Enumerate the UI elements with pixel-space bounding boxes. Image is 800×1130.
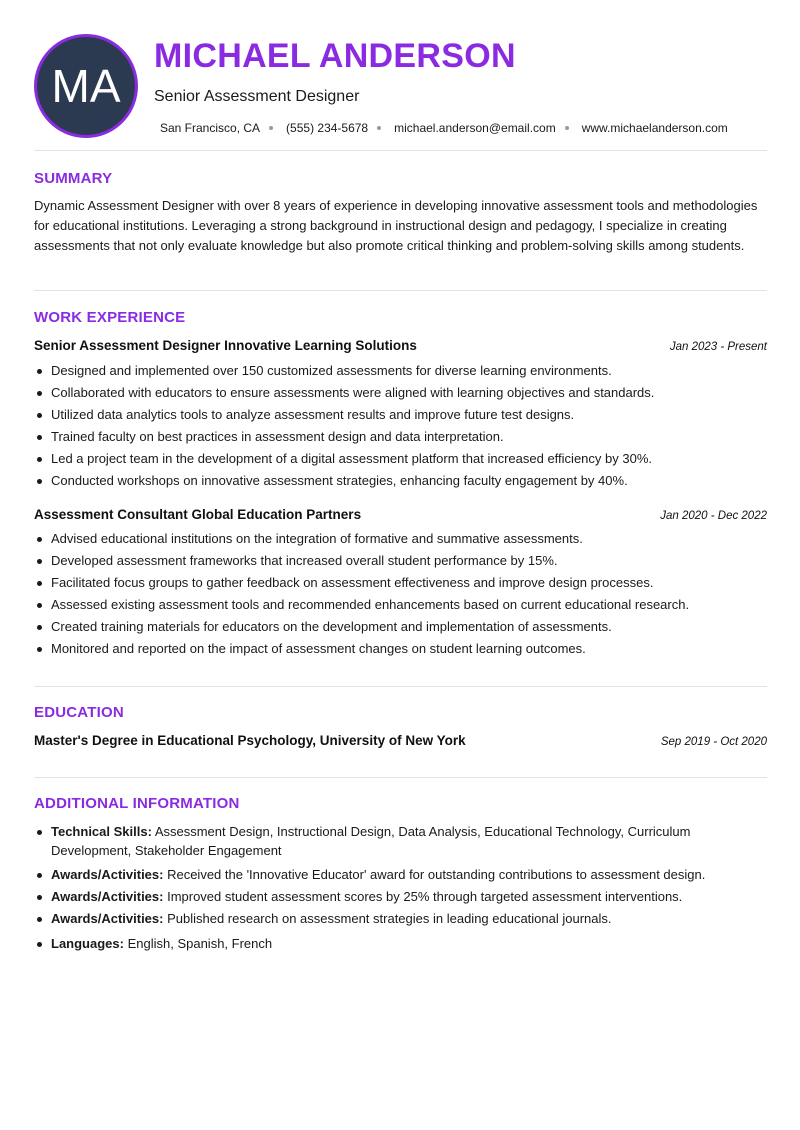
job-date: Jan 2023 - Present [669,341,767,353]
list-item [34,909,767,928]
summary-heading: SUMMARY [34,170,113,187]
job-role: Assessment Consultant Global Education Partners [34,507,362,522]
list-item: Conducted workshops on innovative assessment strategies, enhancing faculty engagement by 40%. [34,471,767,493]
list-item: Facilitated focus groups to gather feedback on assessment effectiveness and improve design processes. [34,573,767,595]
info-label: Languages: [51,936,124,951]
additional-info-list [34,822,767,953]
list-item: Developed assessment frameworks that increased overall student performance by 15%. [34,551,767,573]
job-role: Senior Assessment Designer Innovative Learning Solutions [34,338,417,353]
list-item: Trained faculty on best practices in assessment design and data interpretation. [34,427,767,449]
additional-info-heading: ADDITIONAL INFORMATION [34,795,240,812]
avatar [34,34,138,138]
info-label: Technical Skills: [51,824,152,839]
list-item: Created training materials for educators on the development and implementation of assessments. [34,617,767,639]
list-item: Utilized data analytics tools to analyze assessment results and improve future test designs. [34,405,767,427]
divider [34,290,767,291]
avatar-initials: MA [51,60,121,112]
contact-email[interactable]: michael.anderson@email.com [394,121,556,135]
job-bullets [34,529,767,661]
candidate-name: MICHAEL ANDERSON [154,37,516,75]
list-item: Monitored and reported on the impact of assessment changes on student learning outcomes. [34,639,767,661]
candidate-title: Senior Assessment Designer [154,88,360,105]
list-item: Led a project team in the development of a digital assessment platform that increased efficiency by 30%. [34,449,767,471]
list-item: Advised educational institutions on the integration of formative and summative assessments. [34,529,767,551]
info-label: Awards/Activities: [51,911,164,926]
divider [34,150,767,151]
job-header [34,507,767,525]
contact-website[interactable]: www.michaelanderson.com [581,121,728,135]
education-heading: EDUCATION [34,704,124,721]
dot-separator-icon [377,126,381,130]
job-date: Jan 2020 - Dec 2022 [660,510,767,522]
info-text: English, Spanish, French [123,936,273,951]
info-text: Improved student assessment scores by 25% through targeted assessment interventions. [163,889,683,904]
info-text: Assessment Design, Instructional Design, Data Analysis, Educational Technology, Curriculum Development, Stakeholder Engagement [51,824,691,858]
info-text: Received the 'Innovative Educator' award for outstanding contributions to assessment design. [163,867,706,882]
contact-location: San Francisco, CA [160,121,261,135]
divider [34,686,767,687]
education-entry [34,733,767,751]
list-item: Collaborated with educators to ensure assessments were aligned with learning objectives and standards. [34,383,767,405]
dot-separator-icon [565,126,569,130]
job-header [34,338,767,356]
summary-text: Dynamic Assessment Designer with over 8 years of experience in developing innovative assessment tools and methodologies for educational institutions. Leveraging a strong background in instructional design and pedagogy, I specialize in creating assessments that not only evaluate knowledge but also promote critical thinking and problem-solving skills among students. [34,198,758,253]
info-text: Published research on assessment strategies in leading educational journals. [163,911,612,926]
list-item [34,822,767,860]
work-experience-heading: WORK EXPERIENCE [34,309,186,326]
info-label: Awards/Activities: [51,867,164,882]
education-degree: Master's Degree in Educational Psychology, University of New York [34,733,466,748]
list-item [34,934,767,953]
list-item [34,865,767,884]
list-item: Assessed existing assessment tools and recommended enhancements based on current educational research. [34,595,767,617]
contact-bar [160,120,728,136]
dot-separator-icon [269,126,273,130]
list-item: Designed and implemented over 150 customized assessments for diverse learning environments. [34,361,767,383]
list-item [34,887,767,906]
job-bullets [34,361,767,493]
education-date: Sep 2019 - Oct 2020 [660,736,767,748]
contact-phone: (555) 234-5678 [286,121,369,135]
divider [34,777,767,778]
info-label: Awards/Activities: [51,889,164,904]
